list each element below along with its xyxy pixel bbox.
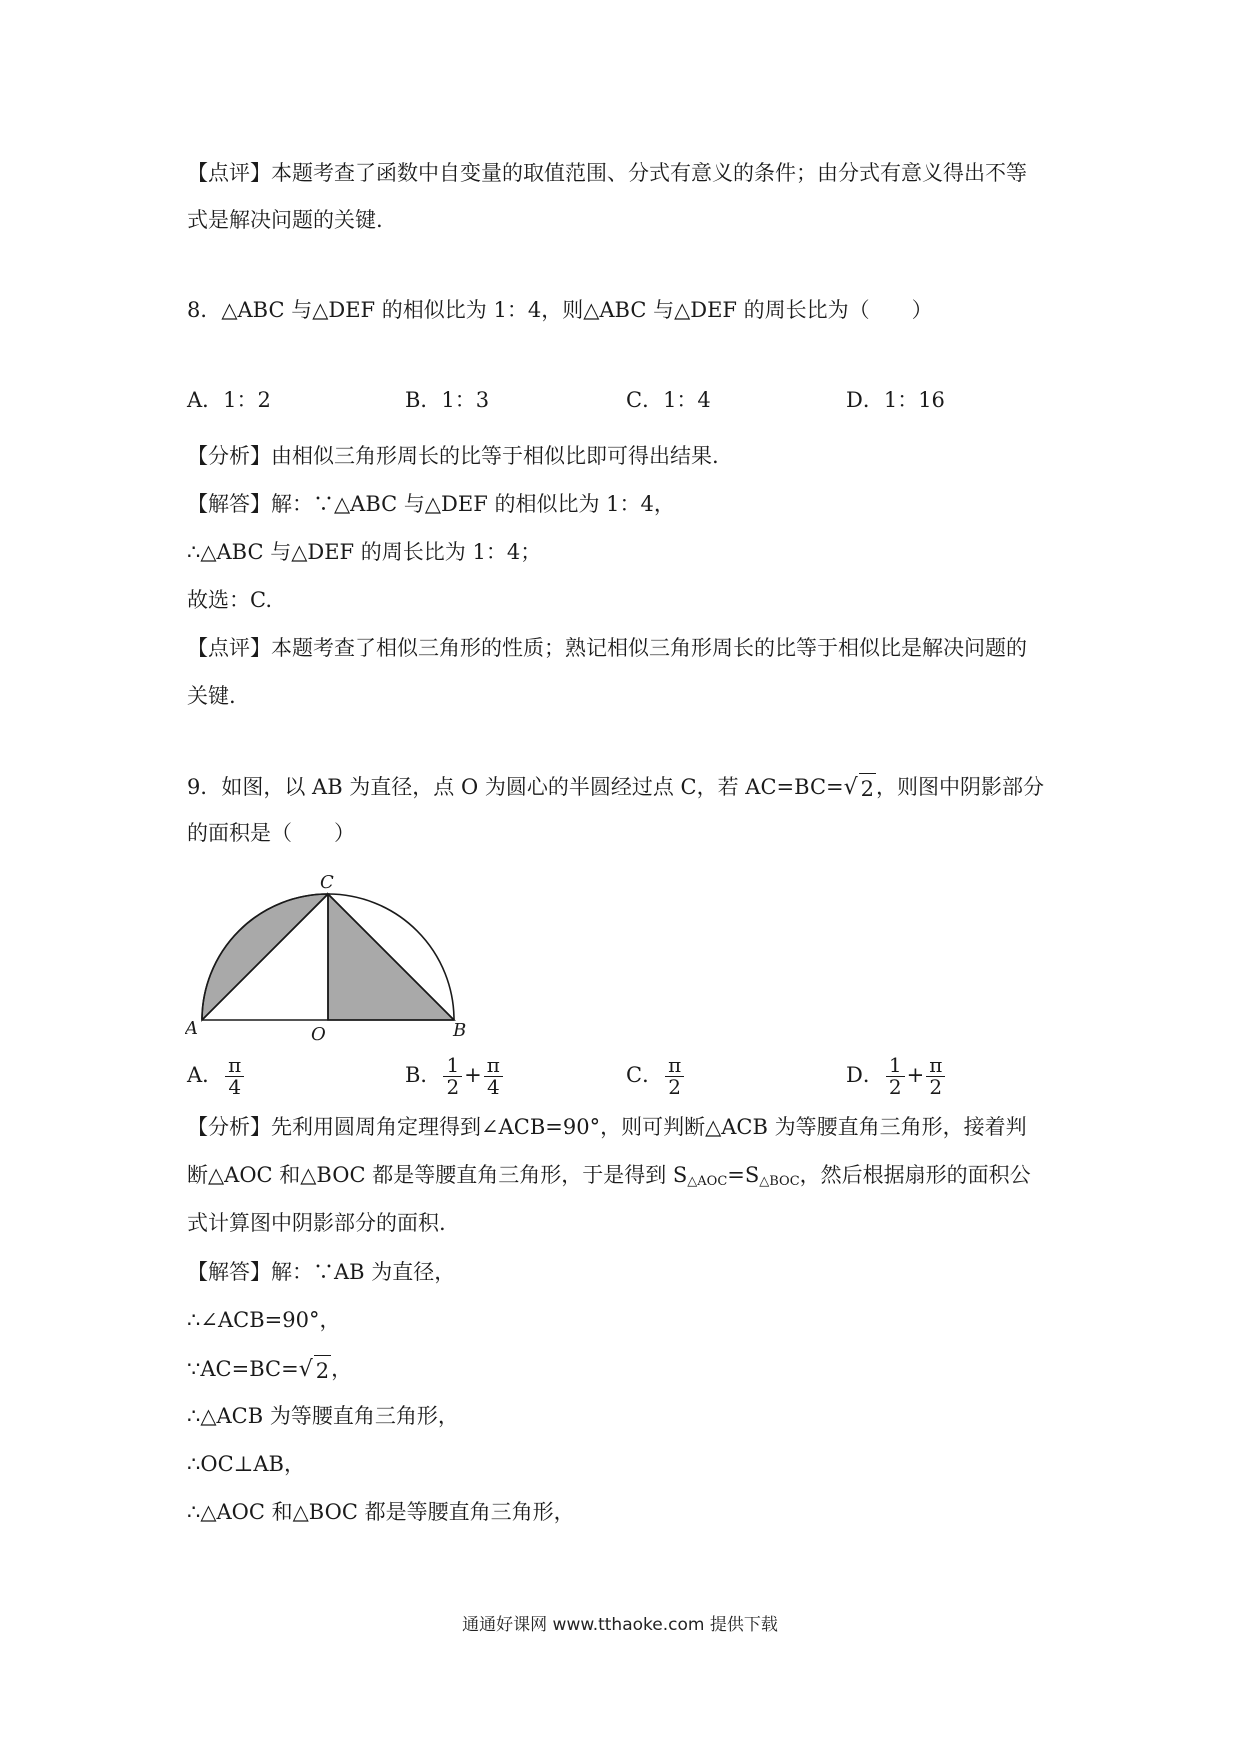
label-c: C bbox=[320, 872, 334, 893]
page-footer: 通通好课网 www.tthaoke.com 提供下载 bbox=[462, 1615, 778, 1635]
q9-analysis-1 bbox=[187, 1112, 1027, 1142]
plus-sign: + bbox=[906, 1063, 925, 1087]
q8-choice: 故选：C. bbox=[187, 588, 272, 612]
analysis-tag: 【分析】 bbox=[187, 444, 271, 468]
numerator: π bbox=[926, 1055, 945, 1077]
q9-solution-3 bbox=[187, 1353, 352, 1385]
q9-solution-4: ∴△ACB 为等腰直角三角形， bbox=[187, 1404, 459, 1428]
denominator: 4 bbox=[486, 1075, 500, 1099]
q9-solution-6: ∴△AOC 和△BOC 都是等腰直角三角形， bbox=[187, 1500, 575, 1524]
sqrt-icon: √ bbox=[843, 775, 858, 800]
fraction bbox=[665, 1055, 684, 1098]
review-text: 本题考查了函数中自变量的取值范围、分式有意义的条件；由分式有意义得出不等 bbox=[271, 161, 1027, 185]
denominator: 2 bbox=[888, 1075, 902, 1099]
analysis-text: 先利用圆周角定理得到∠ACB=90°，则可判断△ACB 为等腰直角三角形，接着判 bbox=[271, 1115, 1027, 1139]
numerator: 1 bbox=[443, 1055, 462, 1077]
q9-solution-1 bbox=[187, 1257, 455, 1287]
stem-text: ，则图中阴影部分 bbox=[876, 775, 1045, 799]
analysis-text: =S bbox=[727, 1163, 760, 1187]
analysis-tag: 【分析】 bbox=[187, 1115, 271, 1139]
numerator: 1 bbox=[886, 1055, 905, 1077]
denominator: 2 bbox=[446, 1075, 460, 1099]
denominator: 2 bbox=[929, 1075, 943, 1099]
analysis-text: 断△AOC 和△BOC 都是等腰直角三角形，于是得到 S bbox=[187, 1163, 688, 1187]
review-tag: 【点评】 bbox=[187, 636, 271, 660]
label-o: O bbox=[311, 1024, 326, 1045]
sqrt-radicand: 2 bbox=[314, 1355, 331, 1386]
analysis-text: 由相似三角形周长的比等于相似比即可得出结果. bbox=[271, 444, 719, 468]
review-tag: 【点评】 bbox=[187, 161, 271, 185]
q8-review-1 bbox=[187, 633, 1027, 663]
fraction bbox=[926, 1055, 945, 1098]
q8-analysis bbox=[187, 441, 719, 471]
denominator: 4 bbox=[228, 1075, 242, 1099]
solution-tag: 【解答】 bbox=[187, 492, 271, 516]
analysis-text: ，然后根据扇形的面积公 bbox=[799, 1163, 1031, 1187]
question-9-stem-1 bbox=[187, 771, 1044, 803]
solution-text: ∵AC=BC= bbox=[187, 1357, 299, 1381]
numerator: π bbox=[484, 1055, 503, 1077]
denominator: 2 bbox=[668, 1075, 682, 1099]
option-letter: B． bbox=[405, 1063, 442, 1087]
question-9-stem-2: 的面积是（ ） bbox=[187, 821, 355, 845]
numerator: π bbox=[665, 1055, 684, 1077]
q8-option-a: A．1：2 bbox=[187, 388, 271, 412]
q8-option-b: B．1：3 bbox=[405, 388, 490, 412]
q9-analysis-2 bbox=[187, 1160, 1031, 1197]
subscript: △AOC bbox=[687, 1174, 728, 1189]
solution-text: ， bbox=[331, 1357, 353, 1381]
semicircle-figure bbox=[185, 868, 475, 1048]
review-7-line-2 bbox=[187, 205, 383, 235]
label-a: A bbox=[185, 1018, 198, 1039]
option-letter: D． bbox=[846, 1063, 884, 1087]
q8-option-c: C．1：4 bbox=[626, 388, 711, 412]
stem-text: 9．如图，以 AB 为直径，点 O 为圆心的半圆经过点 C，若 AC=BC= bbox=[187, 775, 844, 799]
sqrt-radicand: 2 bbox=[859, 773, 876, 804]
solution-tag: 【解答】 bbox=[187, 1260, 271, 1284]
question-8-stem: 8．△ABC 与△DEF 的相似比为 1：4，则△ABC 与△DEF 的周长比为（ ） bbox=[187, 298, 933, 322]
q9-option-c bbox=[626, 1055, 686, 1098]
plus-sign: + bbox=[464, 1063, 482, 1087]
q9-option-d bbox=[846, 1055, 947, 1098]
q9-option-a bbox=[187, 1055, 246, 1098]
subscript: △BOC bbox=[759, 1174, 800, 1189]
q8-option-d: D．1：16 bbox=[846, 388, 945, 412]
review-7-line-1 bbox=[187, 158, 1027, 188]
numerator: π bbox=[225, 1055, 244, 1077]
fraction bbox=[443, 1055, 462, 1098]
review-text: 本题考查了相似三角形的性质；熟记相似三角形周长的比等于相似比是解决问题的 bbox=[271, 636, 1027, 660]
label-b: B bbox=[453, 1020, 467, 1041]
sqrt-icon: √ bbox=[298, 1357, 313, 1382]
q9-solution-2: ∴∠ACB=90°， bbox=[187, 1308, 341, 1332]
review-text: 式是解决问题的关键. bbox=[187, 208, 383, 232]
fraction bbox=[484, 1055, 503, 1098]
solution-text: 解：∵AB 为直径， bbox=[271, 1260, 456, 1284]
q9-analysis-3: 式计算图中阴影部分的面积. bbox=[187, 1211, 446, 1235]
solution-text: 解：∵△ABC 与△DEF 的相似比为 1：4， bbox=[271, 492, 675, 516]
fraction bbox=[225, 1055, 244, 1098]
q9-solution-5: ∴OC⊥AB， bbox=[187, 1452, 305, 1476]
q8-solution-2: ∴△ABC 与△DEF 的周长比为 1：4； bbox=[187, 540, 542, 564]
q9-option-b bbox=[405, 1055, 505, 1098]
option-letter: A． bbox=[187, 1063, 224, 1087]
fraction bbox=[886, 1055, 905, 1098]
q8-review-2: 关键. bbox=[187, 684, 236, 708]
option-letter: C． bbox=[626, 1063, 664, 1087]
q8-solution-1 bbox=[187, 489, 675, 519]
